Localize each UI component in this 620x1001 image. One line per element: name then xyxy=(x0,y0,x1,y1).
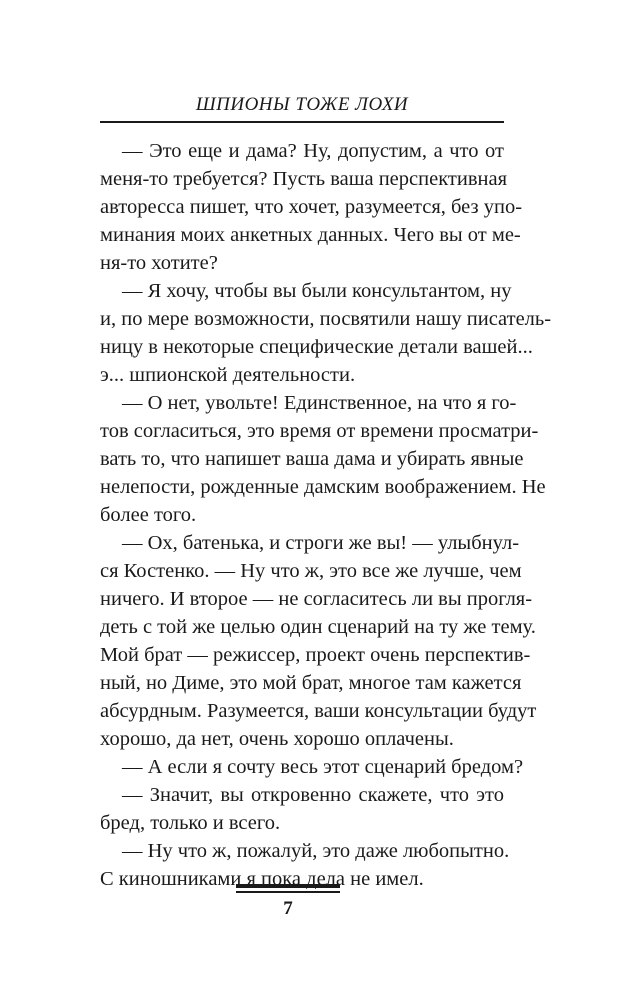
text-line: — О нет, увольте! Единственное, на что я го- xyxy=(122,392,517,414)
text-line: — А если я сочту весь этот сценарий бредом? xyxy=(122,756,524,778)
text-line: нелепости, рожденные дамским воображением. Не xyxy=(100,476,546,498)
text-line: ницу в некоторые специфические детали вашей... xyxy=(100,336,533,358)
text-line: абсурдным. Разумеется, ваши консультации будут xyxy=(100,700,537,722)
text-line: — Значит, вы откровенно скажете, что это xyxy=(122,784,504,806)
footer-rule-thick xyxy=(236,884,340,888)
paragraph xyxy=(100,753,524,781)
text-line: — Ну что ж, пожалуй, это даже любопытно. xyxy=(122,840,510,862)
text-line: — Я хочу, чтобы вы были консультантом, ну xyxy=(122,280,512,302)
paragraph xyxy=(100,389,546,529)
text-line: ся Костенко. — Ну что ж, это все же лучше, чем xyxy=(100,560,522,582)
header-rule xyxy=(100,121,504,123)
running-head: ШПИОНЫ ТОЖЕ ЛОХИ xyxy=(195,94,409,115)
footer-rule-thin xyxy=(236,891,340,893)
text-line: и, по мере возможности, посвятили нашу писатель- xyxy=(100,308,552,330)
text-line: деть с той же целью один сценарий на ту же тему. xyxy=(100,616,536,638)
paragraph xyxy=(100,277,552,389)
text-line: — Ох, батенька, и строги же вы! — улыбнул- xyxy=(122,532,520,554)
text-line: меня-то требуется? Пусть ваша перспективная xyxy=(100,168,507,190)
text-line: С киношниками я пока дела не имел. xyxy=(100,868,424,890)
text-line: ня-то хотите? xyxy=(100,252,218,274)
paragraph xyxy=(100,781,504,837)
text-line: минания моих анкетных данных. Чего вы от ме- xyxy=(100,224,521,246)
text-line: авторесса пишет, что хочет, разумеется, без упо- xyxy=(100,196,523,218)
paragraph xyxy=(100,529,537,753)
text-line: э... шпионской деятельности. xyxy=(100,364,356,386)
page-number: 7 xyxy=(283,898,293,919)
text-line: бред, только и всего. xyxy=(100,812,281,834)
text-line: — Это еще и дама? Ну, допустим, а что от xyxy=(122,140,504,162)
paragraph xyxy=(100,137,523,277)
text-line: тов согласиться, это время от времени просматри- xyxy=(100,420,539,442)
text-line: ный, но Диме, это мой брат, многое там кажется xyxy=(100,672,522,694)
text-line: более того. xyxy=(100,504,197,526)
text-line: вать то, что напишет ваша дама и убирать явные xyxy=(100,448,524,470)
text-line: ничего. И второе — не согласитесь ли вы прогля- xyxy=(100,588,533,610)
text-line: Мой брат — режиссер, проект очень перспектив- xyxy=(100,644,531,666)
body-text xyxy=(100,137,552,893)
text-line: хорошо, да нет, очень хорошо оплачены. xyxy=(100,728,454,750)
